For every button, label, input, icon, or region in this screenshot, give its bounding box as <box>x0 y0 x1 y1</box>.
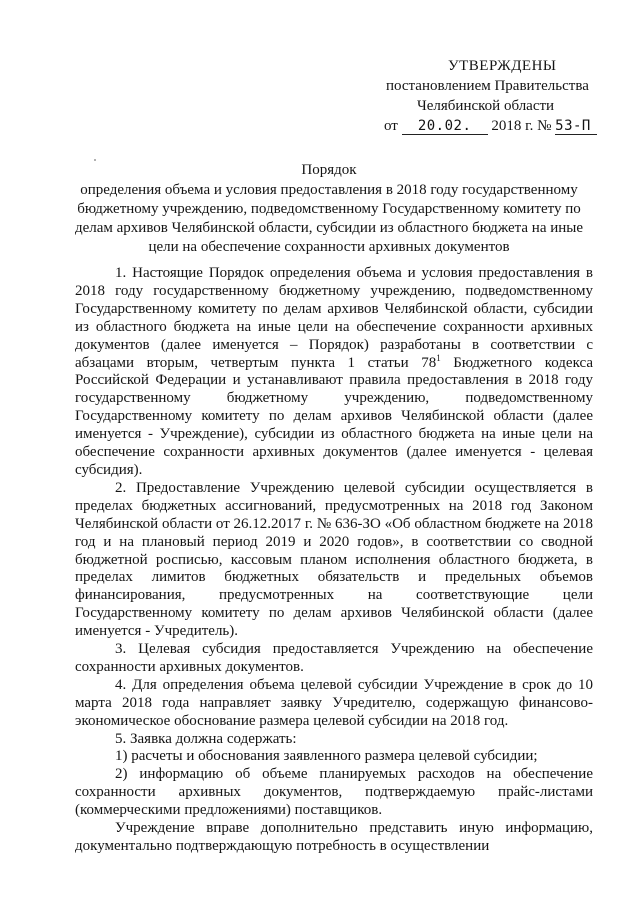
paragraph-6: Учреждение вправе дополнительно представить иную информацию, документально подтверждающую потребность в осуществлении <box>75 820 593 854</box>
heading-line: цели на обеспечение сохранности архивных документов <box>148 239 510 255</box>
heading-title: Порядок <box>301 162 357 178</box>
document-heading <box>60 161 598 257</box>
approval-number-value: 53-П <box>555 118 597 135</box>
approval-date-value: 20.02. <box>402 118 488 135</box>
approval-title: УТВЕРЖДЕНЫ <box>448 58 557 74</box>
paragraph-1-part-2: Бюджетного кодекса Российской Федерации и устанавливают правила предоставления в 2018 году государственному бюджетному учреждению, подведомственному Государственному комитету по делам архивов Челябинской области (далее именуется - Учреждение), субсидии из областного бюджета на иные цели на обеспечение сохранности архивных документов (далее именуется - целевая субсидия). <box>75 354 594 478</box>
paragraph-1-part-1: 1. Настоящие Порядок определения объема и условия предоставления в 2018 году государственному бюджетному учреждению, подведомственному Государственному комитету по делам архивов Челябинской области, субсидии из областного бюджета на иные цели на обеспечение сохранности архивных документов (далее именуется – Порядок) разработаны в соответствии с абзацами вторым, четвертым пункта 1 статьи 78 <box>75 265 593 371</box>
paragraph-5: 5. Заявка должна содержать: <box>115 730 297 747</box>
paragraph-5-item-1: 1) расчеты и обоснования заявленного размера целевой субсидии; <box>115 748 538 765</box>
approval-block <box>370 56 620 136</box>
approval-authority: постановлением Правительства <box>386 78 589 94</box>
paragraph-4: 4. Для определения объема целевой субсидии Учреждение в срок до 10 марта 2018 года направляет заявку Учредителю, содержащую финансово-экономическое обоснование размера целевой субсидии на 2018 год. <box>75 676 593 729</box>
paragraph-5-item-2: 2) информацию об объеме планируемых расходов на обеспечение сохранности архивных документов, подтверждаемую прайс-листами (коммерческими предложениями) поставщиков. <box>75 766 593 819</box>
approval-region: Челябинской области <box>417 98 555 114</box>
paragraph-1 <box>75 265 593 480</box>
document-body <box>75 265 593 856</box>
heading-line: бюджетному учреждению, подведомственному Государственному комитету по <box>77 201 581 217</box>
approval-year-text: 2018 г. № <box>487 118 556 134</box>
approval-date-line <box>370 116 620 136</box>
article-superscript: 1 <box>436 352 441 363</box>
heading-line: делам архивов Челябинской области, субсидии из областного бюджета на иные <box>74 220 584 236</box>
approval-date-prefix: от <box>384 118 402 134</box>
heading-line: определения объема и условия предоставления в 2018 году государственному <box>80 182 578 198</box>
paragraph-2: 2. Предоставление Учреждению целевой субсидии осуществляется в пределах бюджетных ассигнований, предусмотренных на 2018 год Законом Челябинской области от 26.12.2017 г. № 636-ЗО «Об областном бюджете на 2018 год и на плановый период 2019 и 2020 годов», в соответствии со сводной бюджетной росписью, кассовым планом исполнения областного бюджета, в пределах лимитов бюджетных обязательств и предельных объемов финансирования, предусмотренных на соответствующие цели Государственному комитету по делам архивов Челябинской области (далее именуется - Учредитель). <box>75 479 593 640</box>
paragraph-3: 3. Целевая субсидия предоставляется Учреждению на обеспечение сохранности архивных документов. <box>75 641 593 675</box>
